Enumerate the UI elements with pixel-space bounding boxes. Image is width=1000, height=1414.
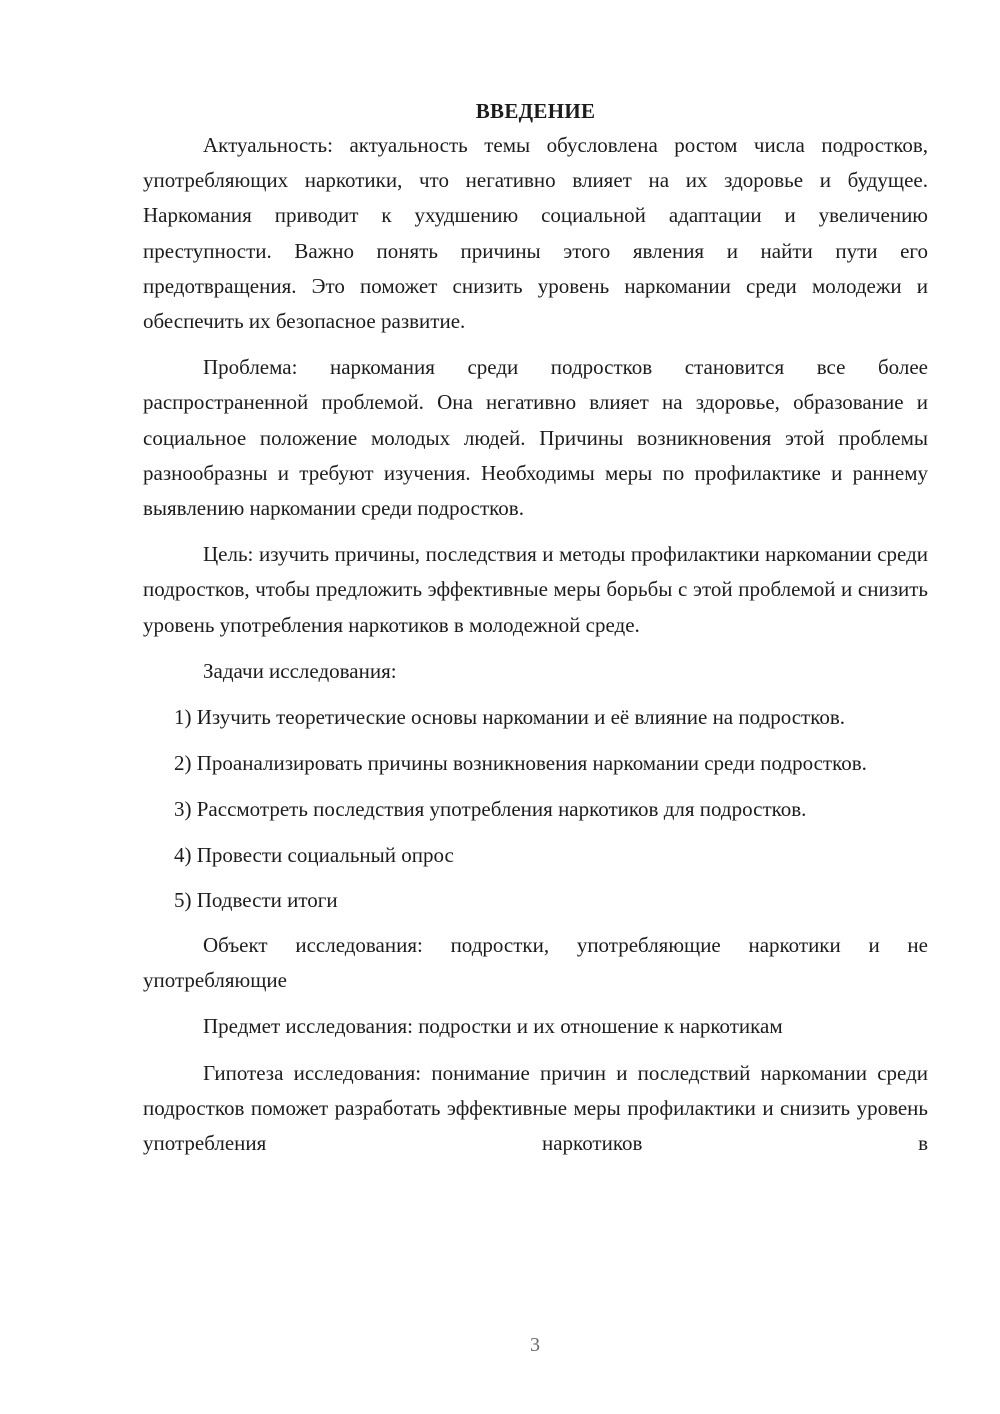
- goal-paragraph: Цель: изучить причины, последствия и методы профилактики наркомании среди подростков, чтобы предложить эффективные меры борьбы с этой проблемой и снизить уровень употребления наркотиков в молодежной среде.: [143, 542, 928, 637]
- problem-paragraph: Проблема: наркомания среди подростков становится все более распространенной проблемой. Она негативно влияет на здоровье, образование и социальное положение молодых людей. Причины возникновения этой проблемы разнообразны и требуют изучения. Необходимы меры по профилактике и раннему выявлению наркомании среди подростков.: [143, 355, 928, 521]
- subject-paragraph: Предмет исследования: подростки и их отношение к наркотикам: [203, 1014, 783, 1039]
- task-item-3: 3) Рассмотреть последствия употребления наркотиков для подростков.: [174, 797, 807, 822]
- task-item-4: 4) Провести социальный опрос: [174, 842, 454, 867]
- document-page: [143, 96, 928, 1172]
- tasks-title: Задачи исследования:: [203, 658, 397, 683]
- relevance-paragraph: Актуальность: актуальность темы обусловлена ростом числа подростков, употребляющих наркотики, что негативно влияет на их здоровье и будущее. Наркомания приводит к ухудшению социальной адаптации и увеличению преступности. Важно понять причины этого явления и найти пути его предотвращения. Это поможет снизить уровень наркомании среди молодежи и обеспечить их безопасное развитие.: [143, 133, 928, 334]
- page-title: ВВЕДЕНИЕ: [475, 99, 596, 123]
- task-item-5: 5) Подвести итоги: [174, 887, 338, 912]
- page-number: 3: [530, 1334, 540, 1356]
- hypothesis-paragraph: Гипотеза исследования: понимание причин и последствий наркомании среди подростков поможет разработать эффективные меры профилактики и снизить уровень употребления наркотиков в: [143, 1060, 928, 1156]
- object-paragraph: Объект исследования: подростки, употребляющие наркотики и не употребляющие: [143, 933, 928, 993]
- task-item-2: 2) Проанализировать причины возникновения наркомании среди подростков.: [174, 751, 867, 776]
- task-item-1: 1) Изучить теоретические основы наркомании и её влияние на подростков.: [174, 705, 846, 730]
